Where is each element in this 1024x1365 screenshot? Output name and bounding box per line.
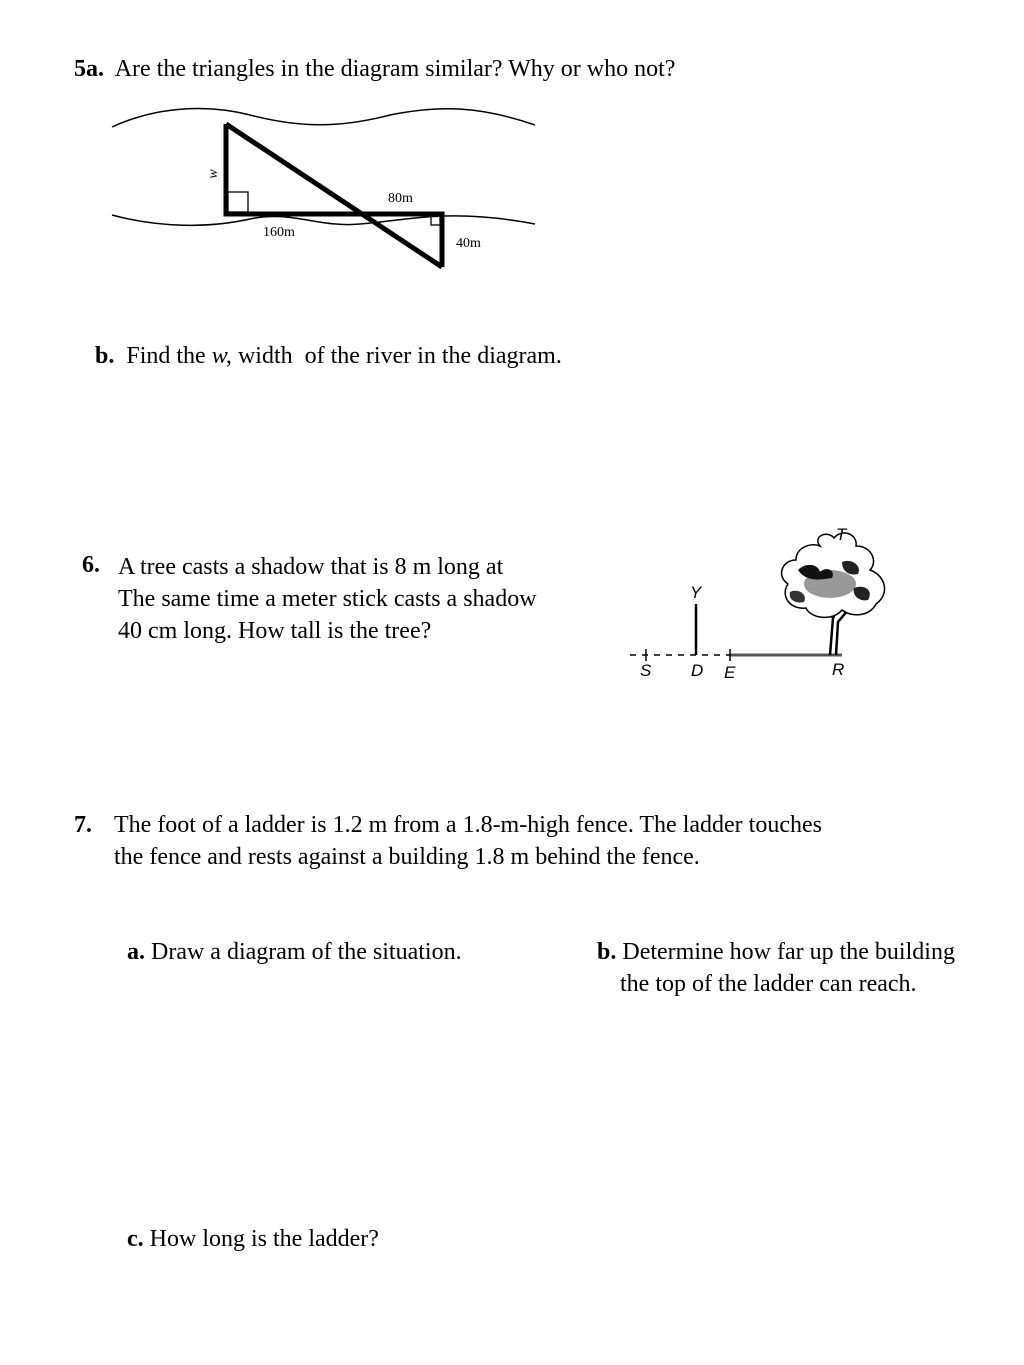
q7-line-2: the fence and rests against a building 1.8 m behind the fence. — [114, 844, 700, 870]
q5b-text-post: width of the river in the diagram. — [231, 343, 562, 369]
q7c-text: How long is the ladder? — [143, 1226, 379, 1252]
q6-line-1: A tree casts a shadow that is 8 m long at — [118, 554, 504, 580]
q7-text — [114, 809, 822, 873]
q5b-prompt — [95, 340, 562, 372]
label-t: T — [836, 525, 847, 544]
q5a-text: Are the triangles in the diagram similar? Why or who not? — [114, 56, 676, 82]
label-d: D — [691, 661, 704, 680]
label-160m: 160m — [263, 225, 295, 240]
tree-shadow-diagram — [620, 518, 910, 688]
label-40m: 40m — [456, 236, 481, 251]
q6-text — [118, 551, 537, 647]
label-s: S — [640, 661, 652, 680]
q5a-number: 5a. — [74, 56, 104, 82]
q5b-number: b. — [95, 343, 115, 369]
q7b-line-2: the top of the ladder can reach. — [620, 971, 917, 997]
q5b-text-pre: Find the — [126, 343, 212, 369]
label-y: Y — [690, 583, 702, 602]
q5a-prompt — [74, 53, 675, 85]
river-bank-bottom — [112, 215, 535, 225]
q7c-number: c. — [127, 1226, 144, 1252]
tree-canopy — [782, 533, 885, 617]
q6-line-2: The same time a meter stick casts a shadow — [118, 586, 537, 612]
q7-number: 7. — [74, 812, 92, 838]
right-angle-mark-left — [228, 192, 248, 212]
q7a-prompt — [127, 936, 462, 968]
label-80m: 80m — [388, 191, 413, 206]
river-diagram — [100, 100, 550, 285]
q7b-line-1: Determine how far up the building — [616, 939, 955, 965]
q7a-number: a. — [127, 939, 145, 965]
q7-line-1: The foot of a ladder is 1.2 m from a 1.8-m-high fence. The ladder touches — [114, 812, 822, 838]
label-w: w — [206, 169, 221, 179]
q7b-number: b. — [597, 939, 617, 965]
q7a-text: Draw a diagram of the situation. — [145, 939, 462, 965]
q7c-prompt — [127, 1223, 379, 1255]
q5b-variable: w, — [211, 343, 232, 369]
q6-line-3: 40 cm long. How tall is the tree? — [118, 618, 432, 644]
q7b-prompt — [597, 936, 955, 1000]
label-e: E — [724, 663, 736, 682]
river-bank-top — [112, 109, 535, 127]
label-r: R — [832, 660, 845, 679]
q6-number: 6. — [82, 552, 100, 578]
